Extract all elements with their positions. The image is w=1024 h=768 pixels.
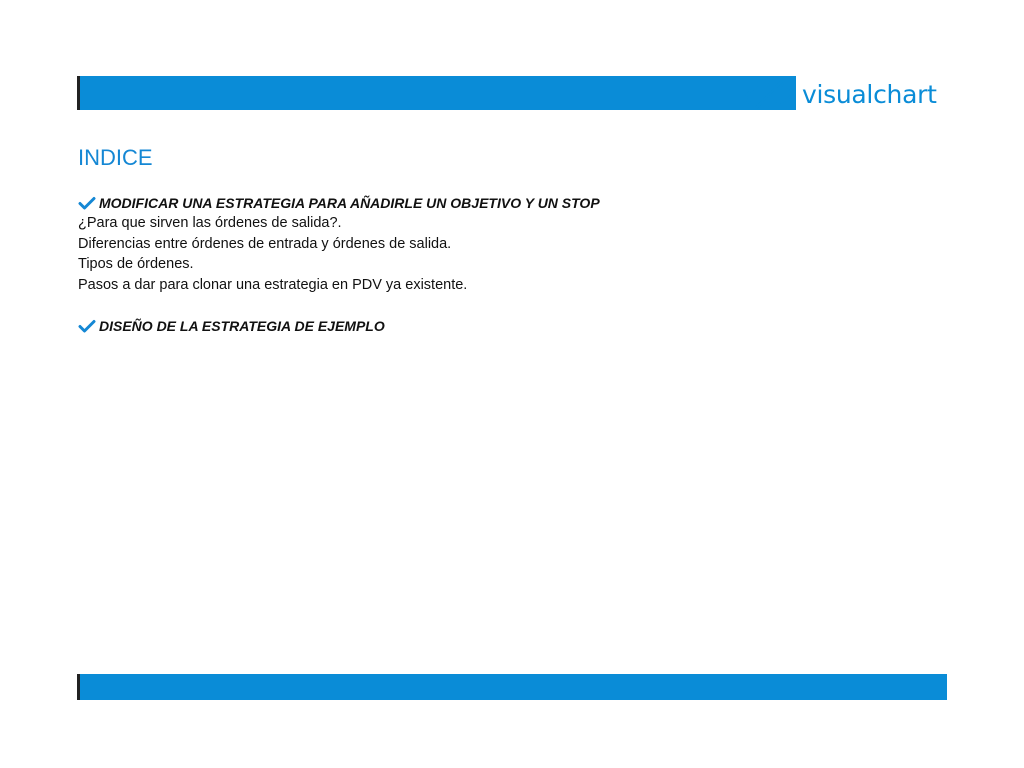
list-item: Tipos de órdenes. bbox=[78, 256, 194, 272]
header-bar bbox=[77, 76, 796, 110]
index-content bbox=[78, 192, 938, 336]
section-title: MODIFICAR UNA ESTRATEGIA PARA AÑADIRLE UN OBJETIVO Y UN STOP bbox=[99, 194, 600, 211]
list-item: ¿Para que sirven las órdenes de salida?. bbox=[78, 215, 342, 231]
list-item: Diferencias entre órdenes de entrada y órdenes de salida. bbox=[78, 235, 452, 252]
list-item: Pasos a dar para clonar una estrategia en PDV ya existente. bbox=[78, 276, 468, 293]
spacer bbox=[78, 295, 938, 315]
section-heading-2 bbox=[78, 315, 938, 336]
section-heading-1 bbox=[78, 192, 938, 213]
section-title: DISEÑO DE LA ESTRATEGIA DE EJEMPLO bbox=[99, 317, 385, 334]
page-title: INDICE bbox=[78, 145, 153, 170]
logo-text: visualchart bbox=[802, 79, 937, 109]
visualchart-logo-icon bbox=[742, 79, 796, 109]
check-icon bbox=[78, 196, 96, 210]
check-icon bbox=[78, 319, 96, 333]
visualchart-logo bbox=[742, 76, 937, 112]
footer-bar bbox=[77, 674, 947, 700]
